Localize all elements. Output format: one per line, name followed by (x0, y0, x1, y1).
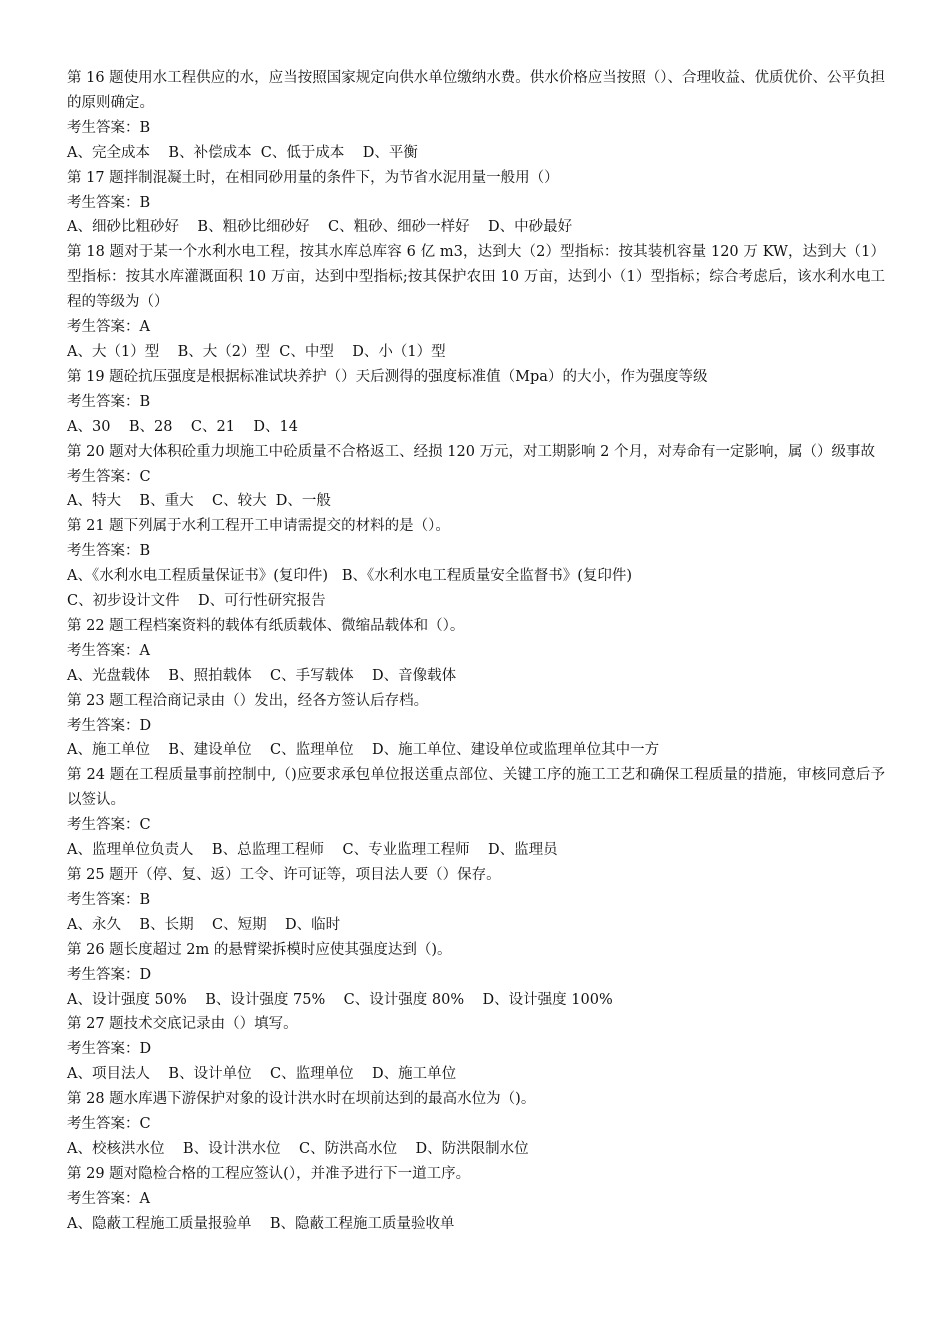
question-22 (67, 614, 885, 689)
question-20 (67, 440, 885, 515)
answer-options: A、光盘载体 B、照拍载体 C、手写载体 D、音像载体 (67, 667, 457, 684)
answer-options: A、校核洪水位 B、设计洪水位 C、防洪高水位 D、防洪限制水位 (67, 1140, 529, 1157)
question-28 (67, 1087, 885, 1162)
question-text: 第 24 题在工程质量事前控制中,（)应要求承包单位报送重点部位、关键工序的施工工艺和确保工程质量的措施，审核同意后予以签认。 (67, 767, 885, 809)
student-answer: 考生答案：C (67, 468, 151, 485)
answer-options: A、《水利水电工程质量保证书》(复印件) B、《水利水电工程质量安全监督书》(复印件) (67, 568, 633, 585)
answer-options: A、特大 B、重大 C、较大 D、一般 (67, 493, 331, 510)
student-answer: 考生答案：C (67, 1116, 151, 1133)
question-text: 第 20 题对大体积砼重力坝施工中砼质量不合格返工、经损 120 万元，对工期影响 2 个月，对寿命有一定影响，属（）级事故 (67, 443, 876, 460)
student-answer: 考生答案：B (67, 543, 151, 560)
answer-options: A、永久 B、长期 C、短期 D、临时 (67, 916, 341, 933)
question-text: 第 23 题工程洽商记录由（）发出，经各方签认后存档。 (67, 692, 429, 709)
student-answer: 考生答案：D (67, 717, 152, 734)
question-text: 第 16 题使用水工程供应的水，应当按照国家规定向供水单位缴纳水费。供水价格应当按照（）、合理收益、优质优价、公平负担的原则确定。 (67, 70, 885, 111)
question-29 (67, 1162, 885, 1237)
question-text: 第 17 题拌制混凝土时，在相同砂用量的条件下，为节省水泥用量一般用（） (67, 169, 559, 186)
answer-options: A、完全成本 B、补偿成本 C、低于成本 D、平衡 (67, 144, 418, 161)
answer-options: C、初步设计文件 D、可行性研究报告 (67, 593, 326, 610)
exam-document (67, 66, 885, 1237)
student-answer: 考生答案：A (67, 642, 150, 659)
student-answer: 考生答案：D (67, 1041, 152, 1058)
question-text: 第 19 题砼抗压强度是根据标准试块养护（）天后测得的强度标准值（Mpa）的大小，作为强度等级 (67, 368, 708, 385)
student-answer: 考生答案：B (67, 393, 151, 410)
student-answer: 考生答案：A (67, 319, 150, 336)
student-answer: 考生答案：C (67, 817, 151, 834)
question-21 (67, 514, 885, 614)
answer-options: A、细砂比粗砂好 B、粗砂比细砂好 C、粗砂、细砂一样好 D、中砂最好 (67, 219, 573, 236)
answer-options: A、设计强度 50% B、设计强度 75% C、设计强度 80% D、设计强度 100% (67, 991, 613, 1008)
question-text: 第 28 题水库遇下游保护对象的设计洪水时在坝前达到的最高水位为（)。 (67, 1091, 536, 1108)
question-27 (67, 1012, 885, 1087)
question-17 (67, 166, 885, 241)
question-18 (67, 240, 885, 365)
answer-options: A、30 B、28 C、21 D、14 (67, 418, 298, 435)
student-answer: 考生答案：B (67, 891, 151, 908)
question-26 (67, 938, 885, 1013)
question-text: 第 25 题开（停、复、返）工令、许可证等，项目法人要（）保存。 (67, 867, 501, 883)
answer-options: A、隐蔽工程施工质量报验单 B、隐蔽工程施工质量验收单 (67, 1215, 455, 1232)
question-25 (67, 863, 885, 938)
question-text: 第 18 题对于某一个水利水电工程，按其水库总库容 6 亿 m3，达到大（2）型指标：按其装机容量 120 万 KW，达到大（1）型指标：按其水库灌溉面积 10 万亩，达到中型指标;按其保护农田 10 万亩，达到小（1）型指标；综合考虑后，该水利水电工程的等级为（） (67, 244, 885, 311)
question-text: 第 22 题工程档案资料的载体有纸质载体、微缩品载体和（）。 (67, 617, 465, 634)
question-19 (67, 365, 885, 440)
question-text: 第 29 题对隐检合格的工程应签认(），并准予进行下一道工序。 (67, 1165, 471, 1182)
student-answer: 考生答案：B (67, 194, 151, 211)
question-text: 第 26 题长度超过 2m 的悬臂梁拆模时应使其强度达到（)。 (67, 941, 452, 958)
question-text: 第 21 题下列属于水利工程开工申请需提交的材料的是（）。 (67, 518, 450, 535)
student-answer: 考生答案：D (67, 966, 152, 983)
answer-options: A、大（1）型 B、大（2）型 C、中型 D、小（1）型 (67, 343, 446, 360)
question-24 (67, 763, 885, 863)
student-answer: 考生答案：A (67, 1190, 150, 1207)
student-answer: 考生答案：B (67, 119, 151, 136)
question-16 (67, 66, 885, 166)
answer-options: A、项目法人 B、设计单位 C、监理单位 D、施工单位 (67, 1066, 457, 1083)
answer-options: A、监理单位负责人 B、总监理工程师 C、专业监理工程师 D、监理员 (67, 842, 558, 859)
question-23 (67, 689, 885, 764)
answer-options: A、施工单位 B、建设单位 C、监理单位 D、施工单位、建设单位或监理单位其中一方 (67, 742, 660, 759)
question-text: 第 27 题技术交底记录由（）填写。 (67, 1016, 298, 1033)
